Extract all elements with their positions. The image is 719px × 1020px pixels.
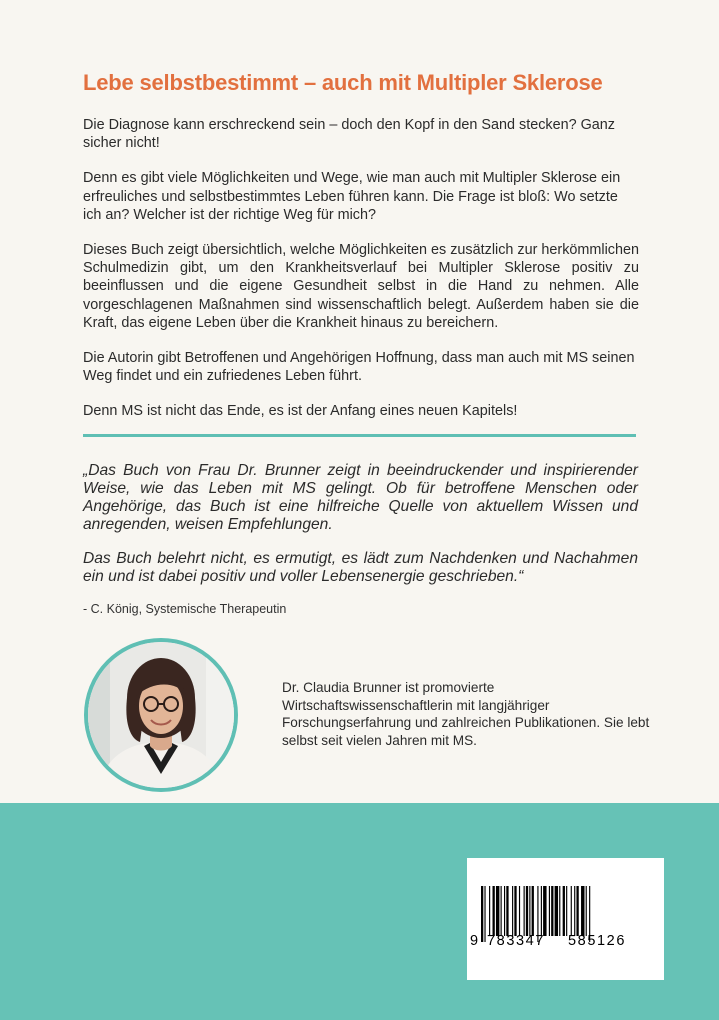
barcode-bar: [529, 886, 530, 936]
barcode-bar: [574, 886, 575, 936]
barcode-bar: [571, 886, 572, 936]
blurb: [83, 116, 639, 438]
barcode-icon: [467, 858, 664, 980]
quote-attribution: - C. König, Systemische Therapeutin: [83, 602, 287, 616]
blurb-paragraph: Denn es gibt viele Möglichkeiten und Wege, wie man auch mit Multipler Sklerose ein erfreuliches und selbstbestimmtes Leben führen kann. Die Frage ist bloß: Wo setzte ich an? Welcher ist der richtige Weg für mich?: [83, 170, 621, 223]
barcode-bar: [551, 886, 553, 936]
barcode-bar: [543, 886, 546, 936]
blurb-paragraph: Dieses Buch zeigt übersichtlich, welche Möglichkeiten es zusätzlich zur herkömmlichen Schulmedizin gibt, um den Krankheitsverlauf bei Multipler Sklerose positiv zu beeinflussen und die eigene Gesundheit selbst in die Hand zu nehmen. Alle vorgeschlagenen Maßnahmen sind wissenschaftlich belegt. Außerdem haben sie die Kraft, das eigene Leben über die Krankheit hinaus zu bereichern.: [83, 242, 639, 331]
quote-paragraph: Das Buch belehrt nicht, es ermutigt, es lädt zum Nachdenken und Nachahmen ein und ist dabei positiv und voller Lebensenergie geschrieben.“: [83, 550, 638, 585]
barcode-bar: [524, 886, 525, 936]
barcode-bar: [493, 886, 495, 936]
isbn-number: [470, 933, 660, 949]
barcode-bar: [512, 886, 513, 936]
blurb-paragraph: Denn MS ist nicht das Ende, es ist der Anfang eines neuen Kapitels!: [83, 403, 518, 420]
isbn-first-digit: 9: [470, 933, 479, 949]
blurb-paragraph: Die Diagnose kann erschreckend sein – doch den Kopf in den Sand stecken? Ganz sicher nicht!: [83, 117, 615, 152]
isbn-left-group: 783347: [487, 933, 545, 949]
barcode-bar: [506, 886, 508, 936]
barcode-bar: [526, 886, 528, 936]
author-photo-image: [88, 642, 234, 788]
author-bio: Dr. Claudia Brunner ist promovierte Wirtschaftswissenschaftlerin mit langjähriger Forschungserfahrung und zahlreichen Publikationen. Sie lebt selbst seit vielen Jahren mit MS.: [282, 680, 650, 748]
barcode-bar: [559, 886, 560, 936]
section-divider: [83, 434, 636, 437]
barcode-bar: [563, 886, 565, 936]
barcode-bar: [532, 886, 534, 936]
barcode-bar: [566, 886, 567, 936]
barcode-bar: [504, 886, 505, 936]
barcode-bar: [489, 886, 490, 936]
barcode-bar: [519, 886, 520, 936]
barcode-bar: [496, 886, 499, 936]
book-title: Lebe selbstbestimmt – auch mit Multipler Sklerose: [83, 70, 603, 95]
barcode-bar: [586, 886, 587, 936]
barcode-bar: [501, 886, 502, 936]
author-portrait: [84, 638, 238, 792]
barcode-bar: [555, 886, 558, 936]
testimonial-quote: [83, 462, 638, 602]
barcode-bar: [514, 886, 516, 936]
blurb-paragraph: Die Autorin gibt Betroffenen und Angehörigen Hoffnung, dass man auch mit MS seinen Weg findet und ein zufriedenes Leben führt.: [83, 350, 635, 385]
barcode-bar: [576, 886, 578, 936]
quote-paragraph: „Das Buch von Frau Dr. Brunner zeigt in beeindruckender und inspirierender Weise, wie das Leben mit MS gelingt. Ob für betroffene Menschen oder Angehörige, das Buch ist eine hilfreiche Quelle von aktuellem Wissen und anregenden, weisen Empfehlungen.: [83, 462, 638, 533]
isbn-right-group: 585126: [568, 933, 626, 949]
barcode-bar: [541, 886, 542, 936]
barcode-bar: [581, 886, 584, 936]
barcode-bar: [549, 886, 550, 936]
barcode: [467, 858, 664, 980]
